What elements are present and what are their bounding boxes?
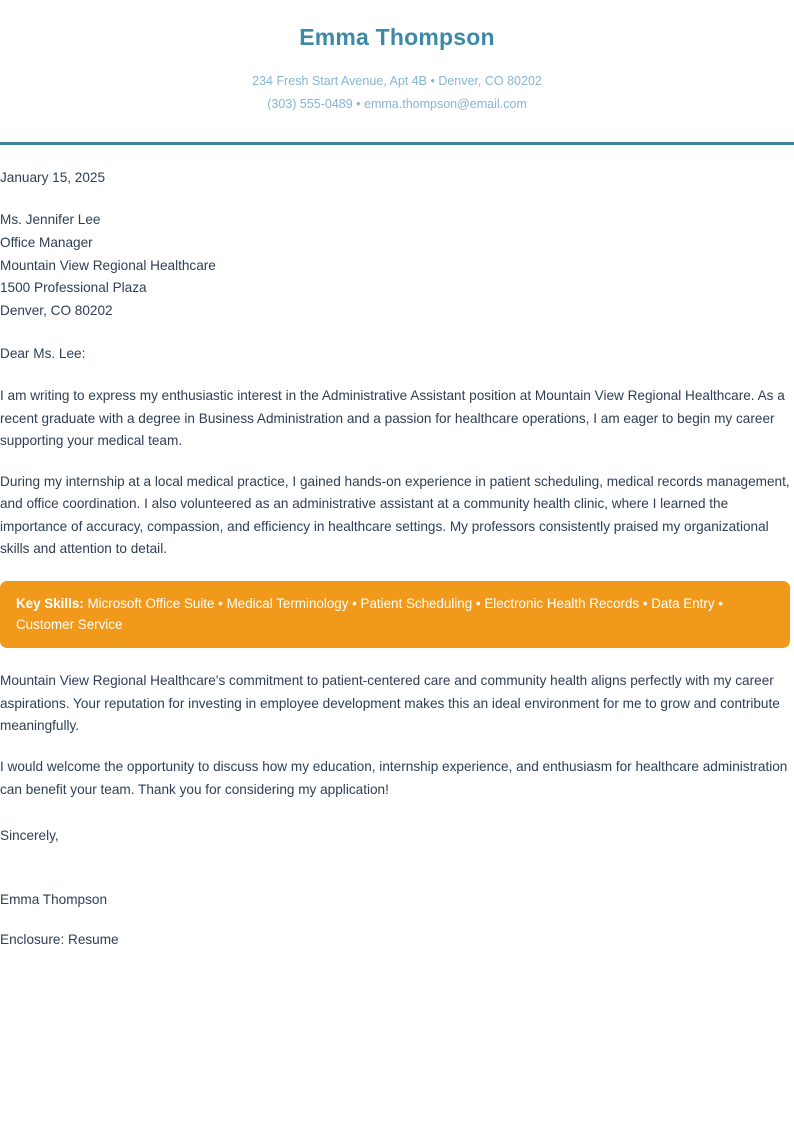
- recipient-company: Mountain View Regional Healthcare: [0, 257, 216, 273]
- letterhead: [0, 0, 794, 128]
- letter-body: [0, 145, 794, 951]
- salutation: Dear Ms. Lee:: [0, 346, 86, 361]
- body-paragraph-1: I am writing to express my enthusiastic interest in the Administrative Assistant position at Mountain View Regional Healthcare. As a recent graduate with a degree in Business Administration and a passion for healthcare operations, I am eager to begin my career supporting your medical team.: [0, 388, 785, 449]
- date-line: January 15, 2025: [0, 169, 106, 185]
- body-paragraph-4: I would welcome the opportunity to discuss how my education, internship experience, and enthusiasm for healthcare administration can benefit your team. Thank you for considering my application!: [0, 758, 788, 797]
- recipient-city-state-zip: Denver, CO 80202: [0, 303, 113, 319]
- address-line: 234 Fresh Start Avenue, Apt 4B • Denver, CO 80202: [252, 73, 542, 88]
- recipient-title: Office Manager: [0, 234, 93, 250]
- candidate-name: Emma Thompson: [299, 24, 495, 50]
- recipient-address-block: [0, 209, 794, 323]
- closing-salutation: Sincerely,: [0, 828, 59, 844]
- body-paragraph-2: During my internship at a local medical practice, I gained hands-on experience in patient scheduling, medical records management, and office coordination. I also volunteered as an administrative assistant at a community health clinic, where I learned the importance of accuracy, compassion, and efficiency in healthcare settings. My professors consistently praised my organizational skills and attention to detail.: [0, 473, 790, 557]
- body-paragraph-3: Mountain View Regional Healthcare's commitment to patient-centered care and community health aligns perfectly with my career aspirations. Your reputation for investing in employee development makes this an ideal environment for me to grow and contribute meaningfully.: [0, 673, 780, 734]
- key-skills-highlight: [0, 581, 790, 648]
- signature-name: Emma Thompson: [0, 892, 108, 908]
- recipient-street: 1500 Professional Plaza: [0, 280, 147, 296]
- enclosure-note: Enclosure: Resume: [0, 932, 119, 948]
- key-skills-list: Microsoft Office Suite • Medical Terminology • Patient Scheduling • Electronic Health Records • Data Entry • Customer Service: [16, 595, 723, 633]
- recipient-name: Ms. Jennifer Lee: [0, 211, 101, 227]
- key-skills-label: Key Skills:: [16, 595, 84, 611]
- phone-email-line: (303) 555-0489 • emma.thompson@email.com: [267, 96, 527, 111]
